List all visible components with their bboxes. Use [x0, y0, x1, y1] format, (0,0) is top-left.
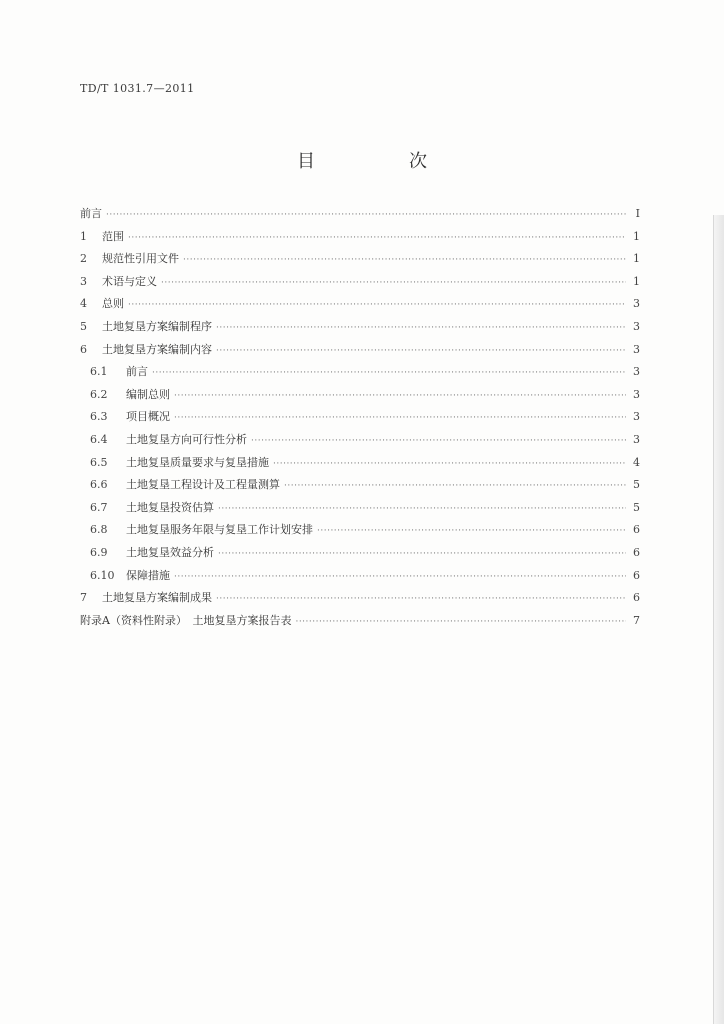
toc-dot-leader: [174, 566, 626, 589]
toc-entry-label: 土地复垦投资估算: [126, 500, 214, 514]
toc-dot-leader: [295, 611, 626, 634]
toc-entry[interactable]: [80, 316, 640, 339]
toc-dot-leader: [216, 340, 626, 363]
toc-entry-label: 土地复垦方向可行性分析: [126, 432, 247, 446]
toc-entry-label: 范围: [102, 229, 124, 243]
table-of-contents: [80, 203, 640, 632]
toc-entry[interactable]: [80, 248, 640, 271]
toc-dot-leader: [128, 227, 626, 250]
toc-entry-label: 土地复垦服务年限与复垦工作计划安排: [126, 523, 313, 537]
toc-entry-page: 7: [633, 613, 640, 627]
page-edge-shadow: [713, 215, 724, 1024]
toc-entry-label: 前言: [126, 365, 148, 379]
toc-entry-number: 6.7: [90, 500, 108, 514]
toc-entry[interactable]: [80, 519, 640, 542]
toc-dot-leader: [284, 475, 626, 498]
toc-entry-label: 前言: [80, 207, 102, 220]
toc-entry-number: 6.9: [90, 545, 108, 559]
toc-entry-number: 3: [80, 274, 87, 288]
toc-entry[interactable]: [80, 429, 640, 452]
toc-entry-number: 6.1: [90, 365, 108, 379]
toc-entry[interactable]: [80, 384, 640, 407]
toc-entry-label: 附录A（资料性附录） 土地复垦方案报告表: [80, 613, 292, 627]
toc-dot-leader: [218, 543, 626, 566]
toc-entry-page: 1: [633, 252, 640, 266]
toc-entry-number: 6.10: [90, 568, 115, 582]
toc-entry-page: 5: [633, 478, 640, 492]
toc-entry-label: 土地复垦工程设计及工程量测算: [126, 478, 280, 492]
toc-entry-label: 保障措施: [126, 568, 170, 582]
toc-entry-label: 土地复垦方案编制内容: [102, 342, 212, 356]
toc-entry-number: 6.4: [90, 432, 108, 446]
toc-entry[interactable]: [80, 271, 640, 294]
toc-entry-page: 3: [633, 297, 640, 311]
toc-entry[interactable]: [80, 587, 640, 610]
toc-entry-page: 3: [633, 319, 640, 333]
toc-entry-number: 2: [80, 252, 87, 266]
toc-entry-number: 6.5: [90, 455, 108, 469]
toc-dot-leader: [174, 385, 626, 408]
toc-entry-number: 6.2: [90, 387, 108, 401]
toc-entry[interactable]: [80, 361, 640, 384]
toc-dot-leader: [152, 362, 626, 385]
toc-entry-number: 6.6: [90, 478, 108, 492]
toc-dot-leader: [317, 520, 626, 543]
toc-entry-page: Ⅰ: [635, 207, 640, 220]
toc-dot-leader: [174, 407, 626, 430]
toc-entry-label: 土地复垦效益分析: [126, 545, 214, 559]
document-code: TD/T 1031.7—2011: [80, 82, 195, 95]
toc-entry[interactable]: [80, 497, 640, 520]
toc-entry[interactable]: [80, 293, 640, 316]
toc-entry-page: 3: [633, 432, 640, 446]
toc-entry-page: 1: [633, 274, 640, 288]
toc-entry-label: 项目概况: [126, 410, 170, 424]
toc-entry-label: 土地复垦质量要求与复垦措施: [126, 455, 269, 469]
toc-entry-label: 总则: [102, 297, 124, 311]
toc-dot-leader: [128, 294, 626, 317]
toc-entry-label: 规范性引用文件: [102, 252, 179, 266]
toc-entry[interactable]: [80, 226, 640, 249]
toc-dot-leader: [183, 249, 626, 272]
toc-entry[interactable]: [80, 565, 640, 588]
toc-entry-page: 4: [633, 455, 640, 469]
toc-entry-number: 5: [80, 319, 87, 333]
toc-entry-page: 6: [633, 545, 640, 559]
toc-entry[interactable]: [80, 474, 640, 497]
toc-entry[interactable]: [80, 406, 640, 429]
toc-dot-leader: [216, 317, 626, 340]
toc-dot-leader: [106, 204, 626, 227]
toc-dot-leader: [218, 498, 626, 521]
toc-entry-label: 土地复垦方案编制成果: [102, 591, 212, 605]
toc-entry[interactable]: [80, 203, 640, 226]
toc-entry-page: 3: [633, 365, 640, 379]
toc-entry-page: 3: [633, 387, 640, 401]
toc-entry[interactable]: [80, 339, 640, 362]
toc-dot-leader: [216, 588, 626, 611]
toc-dot-leader: [251, 430, 626, 453]
toc-entry-number: 6.8: [90, 523, 108, 537]
toc-entry-page: 6: [633, 568, 640, 582]
toc-entry-number: 7: [80, 591, 87, 605]
toc-entry[interactable]: [80, 452, 640, 475]
toc-entry-number: 1: [80, 229, 87, 243]
toc-dot-leader: [273, 453, 626, 476]
toc-entry-label: 土地复垦方案编制程序: [102, 319, 212, 333]
toc-entry-page: 1: [633, 229, 640, 243]
toc-entry-page: 5: [633, 500, 640, 514]
toc-entry[interactable]: [80, 542, 640, 565]
toc-entry-number: 6: [80, 342, 87, 356]
toc-entry-label: 编制总则: [126, 387, 170, 401]
toc-entry-page: 3: [633, 410, 640, 424]
toc-entry-number: 4: [80, 297, 87, 311]
toc-entry-page: 6: [633, 591, 640, 605]
toc-dot-leader: [161, 272, 626, 295]
toc-entry-label: 术语与定义: [102, 274, 157, 288]
toc-entry-number: 6.3: [90, 410, 108, 424]
toc-entry-page: 3: [633, 342, 640, 356]
toc-entry[interactable]: [80, 610, 640, 633]
toc-title: 目 次: [297, 151, 465, 172]
toc-entry-page: 6: [633, 523, 640, 537]
